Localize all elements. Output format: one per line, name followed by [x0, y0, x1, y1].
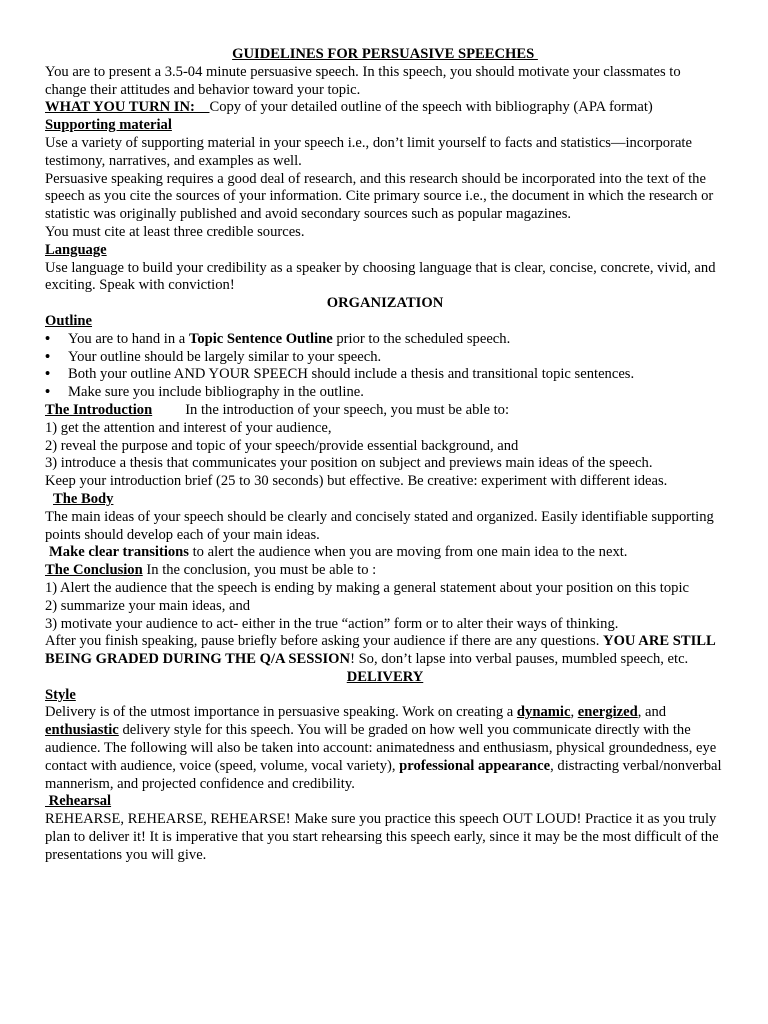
- transitions-rest: to alert the audience when you are moving from one main idea to the next.: [188, 544, 628, 561]
- word-professional-appearance: professional appearance: [399, 757, 551, 774]
- introduction-heading: The Introduction: [45, 401, 153, 418]
- conclusion-lead: In the conclusion, you must be able to :: [142, 562, 377, 579]
- outline-bullet-3: • Both your outline AND YOUR SPEECH should include a thesis and transitional topic sentences.: [45, 366, 725, 384]
- supporting-paragraph-3: You must cite at least three credible sources.: [45, 223, 305, 240]
- introduction-item-3: 3) introduce a thesis that communicates your position on subject and previews main ideas of the speech.: [45, 455, 653, 472]
- outline-bullet-4: • Make sure you include bibliography in the outline.: [45, 384, 725, 402]
- conclusion-item-1: 1) Alert the audience that the speech is ending by making a general statement about your position on this topic: [45, 579, 689, 596]
- supporting-paragraph-1: Use a variety of supporting material in your speech i.e., don’t limit yourself to facts and statistics—incorporate testimony, narratives, and examples as well.: [45, 134, 692, 169]
- outline-bullet-1-post: prior to the scheduled speech.: [332, 330, 511, 347]
- rehearsal-heading: Rehearsal: [45, 793, 112, 810]
- outline-bullet-1-bold: Topic Sentence Outline: [188, 330, 333, 347]
- conclusion-after-post: ! So, don’t lapse into verbal pauses, mumbled speech, etc.: [350, 651, 689, 668]
- style-text-3: , and: [637, 704, 667, 721]
- turn-in-label: WHAT YOU TURN IN:: [45, 99, 210, 116]
- introduction-item-2: 2) reveal the purpose and topic of your speech/provide essential background, and: [45, 437, 519, 454]
- outline-bullet-1-pre: You are to hand in a: [68, 330, 189, 347]
- outline-heading: Outline: [45, 312, 93, 329]
- turn-in-text: Copy of your detailed outline of the speech with bibliography (APA format): [209, 99, 653, 116]
- conclusion-after-paragraph: [45, 633, 725, 669]
- word-enthusiastic: enthusiastic: [45, 722, 119, 739]
- language-paragraph: Use language to build your credibility as a speaker by choosing language that is clear, concise, concrete, vivid, and exciting. Speak with conviction!: [45, 259, 716, 294]
- style-text-1: Delivery is of the utmost importance in persuasive speaking. Work on creating a: [45, 704, 517, 721]
- conclusion-after-bold: YOU ARE STILL BEING GRADED DURING THE Q/A SESSION: [45, 633, 715, 668]
- conclusion-line: [45, 562, 725, 580]
- style-text-2: ,: [570, 704, 578, 721]
- document-page: [45, 46, 725, 865]
- introduction-item-1: 1) get the attention and interest of your audience,: [45, 419, 332, 436]
- introduction-lead: In the introduction of your speech, you must be able to:: [185, 401, 510, 418]
- outline-bullet-list: [45, 331, 725, 402]
- conclusion-heading: The Conclusion: [45, 562, 143, 579]
- transitions-bold: Make clear transitions: [49, 544, 189, 561]
- document-title: GUIDELINES FOR PERSUASIVE SPEECHES: [232, 46, 538, 62]
- conclusion-item-3: 3) motivate your audience to act- either in the true “action” form or to alter their ways of thinking.: [45, 615, 619, 632]
- word-dynamic: dynamic: [516, 704, 571, 721]
- style-text-5: , distracting verbal/nonverbal mannerism, and projected confidence and credibility.: [45, 757, 722, 792]
- conclusion-item-2: 2) summarize your main ideas, and: [45, 597, 251, 614]
- intro-paragraph: You are to present a 3.5-04 minute persuasive speech. In this speech, you should motivate your classmates to change their attitudes and behavior toward your topic.: [45, 63, 681, 98]
- body-paragraph-2: [45, 544, 725, 562]
- word-energized: energized: [577, 704, 638, 721]
- body-paragraph-1: The main ideas of your speech should be clearly and concisely stated and organized. Easily identifiable supporting points should develop each of your main ideas.: [45, 508, 714, 543]
- turn-in-line: [45, 99, 725, 117]
- introduction-note: Keep your introduction brief (25 to 30 seconds) but effective. Be creative: experiment with different ideas.: [45, 473, 668, 490]
- style-heading: Style: [45, 686, 76, 703]
- introduction-line: [45, 402, 725, 420]
- outline-bullet-2: • Your outline should be largely similar to your speech.: [45, 349, 725, 367]
- body-heading: The Body: [53, 490, 114, 507]
- organization-heading: ORGANIZATION: [326, 295, 444, 312]
- supporting-paragraph-2: Persuasive speaking requires a good deal of research, and this research should be incorporated into the text of the speech as you cite the sources of your information. Cite primary source i.e., the document in which the research or statistic was originally published and avoid secondary sources such as popular magazines.: [45, 170, 714, 223]
- delivery-heading: DELIVERY: [346, 668, 424, 685]
- language-heading: Language: [45, 241, 107, 258]
- body-heading-line: [45, 491, 725, 509]
- style-paragraph: [45, 704, 725, 793]
- style-text-4: delivery style for this speech. You will be graded on how well you communicate directly with the audience. The following will also be taken into account: animatedness and enthusiasm, physical groundedness, eye contact with audience, voice (speed, volume, vocal variety),: [45, 722, 717, 774]
- outline-bullet-1: [45, 331, 725, 349]
- supporting-heading: Supporting material: [45, 117, 172, 134]
- rehearsal-paragraph: REHEARSE, REHEARSE, REHEARSE! Make sure you practice this speech OUT LOUD! Practice it as you truly plan to deliver it! It is imperative that you start rehearsing this speech early, since it may be the most difficult of the presentations you will give.: [45, 811, 719, 863]
- conclusion-after-pre: After you finish speaking, pause briefly before asking your audience if there are any questions.: [45, 633, 604, 650]
